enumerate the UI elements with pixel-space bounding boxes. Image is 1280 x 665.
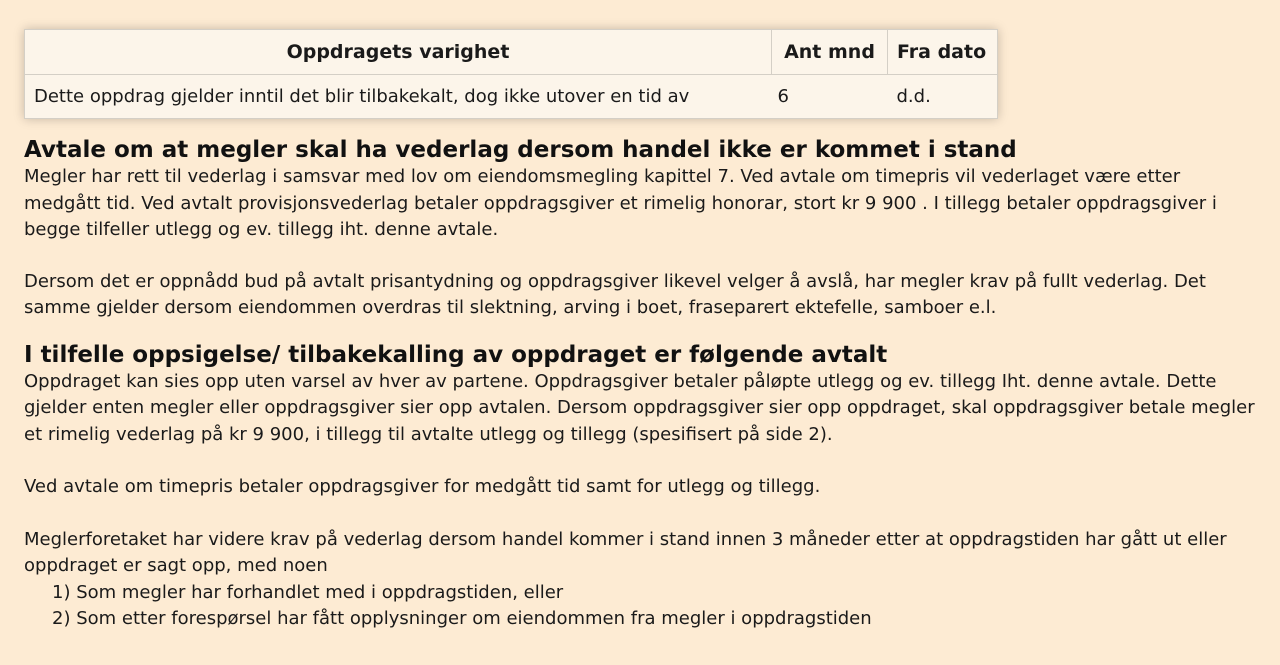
header-from-date: Fra dato — [888, 30, 998, 75]
termination-paragraph-1: Oppdraget kan sies opp uten varsel av hver av partene. Oppdragsgiver betaler påløpte utlegg og ev. tillegg Iht. denne avtale. Dette gjelder enten megler eller oppdragsgiver sier opp avtalen. Dersom oppdragsgiver sier opp oppdraget, skal oppdragsgiver betale megler et rimelig vederlag på kr 9 900, i tillegg til avtalte utlegg og tillegg (spesifisert på side 2). — [24, 370, 1255, 445]
duration-table-card — [24, 29, 998, 119]
conditions-list — [24, 580, 1260, 633]
termination-section-heading: I tilfelle oppsigelse/ tilbakekalling av oppdraget er følgende avtalt — [24, 341, 888, 368]
table-row — [25, 75, 997, 118]
duration-table — [25, 30, 997, 117]
agreement-content — [24, 136, 1260, 633]
fee-section-heading: Avtale om at megler skal ha vederlag dersom handel ikke er kommet i stand — [24, 137, 1017, 163]
duration-table-header-row — [25, 30, 997, 75]
duration-description: Dette oppdrag gjelder inntil det blir tilbakekalt, dog ikke utover en tid av — [34, 85, 690, 107]
header-duration: Oppdragets varighet — [25, 30, 772, 75]
list-item: 1) Som megler har forhandlet med i oppdragstiden, eller — [52, 581, 564, 603]
fee-paragraph-1: Megler har rett til vederlag i samsvar med lov om eiendomsmegling kapittel 7. Ved avtale om timepris vil vederlaget være etter medgått tid. Ved avtalt provisjonsvederlag betaler oppdragsgiver et rimelig honorar, stort kr 9 900 . I tillegg betaler oppdragsgiver i begge tilfeller utlegg og ev. tillegg iht. denne avtale. — [24, 166, 1217, 240]
from-date-value: d.d. — [896, 85, 931, 107]
termination-paragraph-3: Meglerforetaket har videre krav på vederlag dersom handel kommer i stand innen 3 måneder etter at oppdragstiden har gått ut eller oppdraget er sagt opp, med noen — [24, 528, 1227, 576]
list-item: 2) Som etter forespørsel har fått opplysninger om eiendommen fra megler i oppdragstiden — [52, 608, 872, 629]
termination-paragraph-2: Ved avtale om timepris betaler oppdragsgiver for medgått tid samt for utlegg og tillegg. — [24, 476, 821, 497]
months-value: 6 — [777, 85, 789, 107]
header-months: Ant mnd — [772, 30, 888, 75]
fee-paragraph-2: Dersom det er oppnådd bud på avtalt prisantydning og oppdragsgiver likevel velger å avslå, har megler krav på fullt vederlag. Det samme gjelder dersom eiendommen overdras til slektning, arving i boet, fraseparert ektefelle, samboer e.l. — [24, 270, 1206, 318]
